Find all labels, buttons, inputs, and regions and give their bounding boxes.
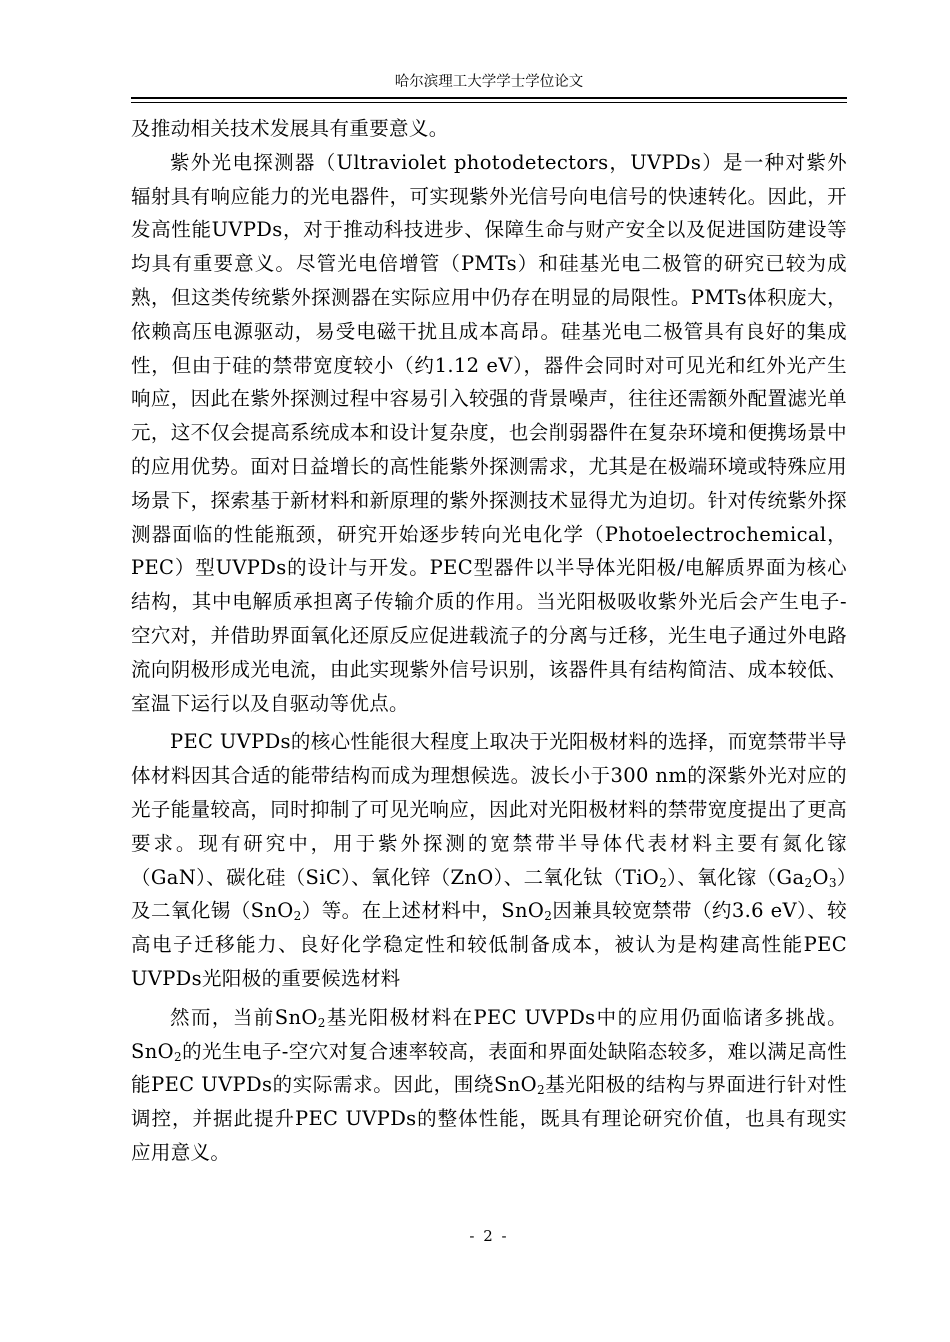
text-run: ）等。在上述材料中，SnO [301, 899, 545, 923]
text-run: ）、氧化镓（Ga [667, 865, 805, 889]
paragraph-pec-photoanode [131, 725, 847, 995]
paragraph-continuation: 及推动相关技术发展具有重要意义。 [131, 117, 449, 140]
text-run: 基光阳极材料在PEC UVPDs中的应用仍面临诸多挑战。SnO [131, 1005, 847, 1063]
subscript: 2 [293, 909, 302, 924]
subscript: 2 [659, 875, 668, 890]
text-run: 的光生电子-空穴对复合速率较高，表面和界面处缺陷态较多，难以满足高性能PEC UVPDs的实际需求。因此，围绕SnO [131, 1039, 847, 1097]
paragraph-uvpd-intro: 紫外光电探测器（Ultraviolet photodetectors，UVPDs）是一种对紫外辐射具有响应能力的光电器件，可实现紫外光信号向电信号的快速转化。因此，开发高性能UVPDs，对于推动科技进步、保障生命与财产安全以及促进国防建设等均具有重要意义。尽管光电倍增管（PMTs）和硅基光电二极管的研究已较为成熟，但这类传统紫外探测器在实际应用中仍存在明显的局限性。PMTs体积庞大，依赖高压电源驱动，易受电磁干扰且成本高昂。硅基光电二极管具有良好的集成性，但由于硅的禁带宽度较小（约1.12 eV），器件会同时对可见光和红外光产生响应，因此在紫外探测过程中容易引入较强的背景噪声，往往还需额外配置滤光单元，这不仅会提高系统成本和设计复杂度，也会削弱器件在复杂环境和便携场景中的应用优势。面对日益增长的高性能紫外探测需求，尤其是在极端环境或特殊应用场景下，探索基于新材料和新原理的紫外探测技术显得尤为迫切。针对传统紫外探测器面临的性能瓶颈，研究开始逐步转向光电化学（Photoelectrochemical，PEC）型UVPDs的设计与开发。PEC型器件以半导体光阳极/电解质界面为核心结构，其中电解质承担离子传输介质的作用。当光阳极吸收紫外光后会产生电子-空穴对，并借助界面氧化还原反应促进载流子的分离与迁移，光生电子通过外电路流向阴极形成光电流，由此实现紫外信号识别，该器件具有结构简洁、成本较低、室温下运行以及自驱动等优点。 [131, 150, 847, 715]
subscript: 2 [173, 1049, 183, 1064]
subscript: 2 [544, 909, 553, 924]
page-header-title: 哈尔滨理工大学学士学位论文 [394, 74, 584, 90]
subscript: 2 [317, 1015, 326, 1030]
text-run: 因兼具较宽禁带（约3.6 eV）、较高电子迁移能力、良好化学稳定性和较低制备成本，被认为是构建高性能PEC UVPDs光阳极的重要候选材料 [131, 899, 847, 990]
text-run: O [812, 865, 829, 889]
header-divider-thin [131, 102, 847, 103]
subscript: 2 [536, 1083, 546, 1098]
subscript: 2 [804, 875, 813, 890]
text-run: ）及二氧化锡（SnO [131, 865, 847, 923]
paragraph-sno2-challenges [131, 1001, 847, 1170]
subscript: 3 [828, 875, 837, 890]
text-run: PEC UVPDs的核心性能很大程度上取决于光阳极材料的选择，而宽禁带半导体材料因其合适的能带结构而成为理想候选。波长小于300 nm的深紫外光对应的光子能量较高，同时抑制了可见光响应，因此对光阳极材料的禁带宽度提出了更高要求。现有研究中，用于紫外探测的宽禁带半导体代表材料主要有氮化镓（GaN）、碳化硅（SiC）、氧化锌（ZnO）、二氧化钛（TiO [131, 730, 847, 889]
page-number: - 2 - [469, 1227, 509, 1245]
text-run: 基光阳极的结构与界面进行针对性调控，并据此提升PEC UVPDs的整体性能，既具有理论研究价值，也具有现实应用意义。 [131, 1073, 847, 1164]
document-body [131, 112, 847, 1170]
text-run: 然而，当前SnO [170, 1005, 318, 1029]
header-divider-thick [131, 97, 847, 99]
